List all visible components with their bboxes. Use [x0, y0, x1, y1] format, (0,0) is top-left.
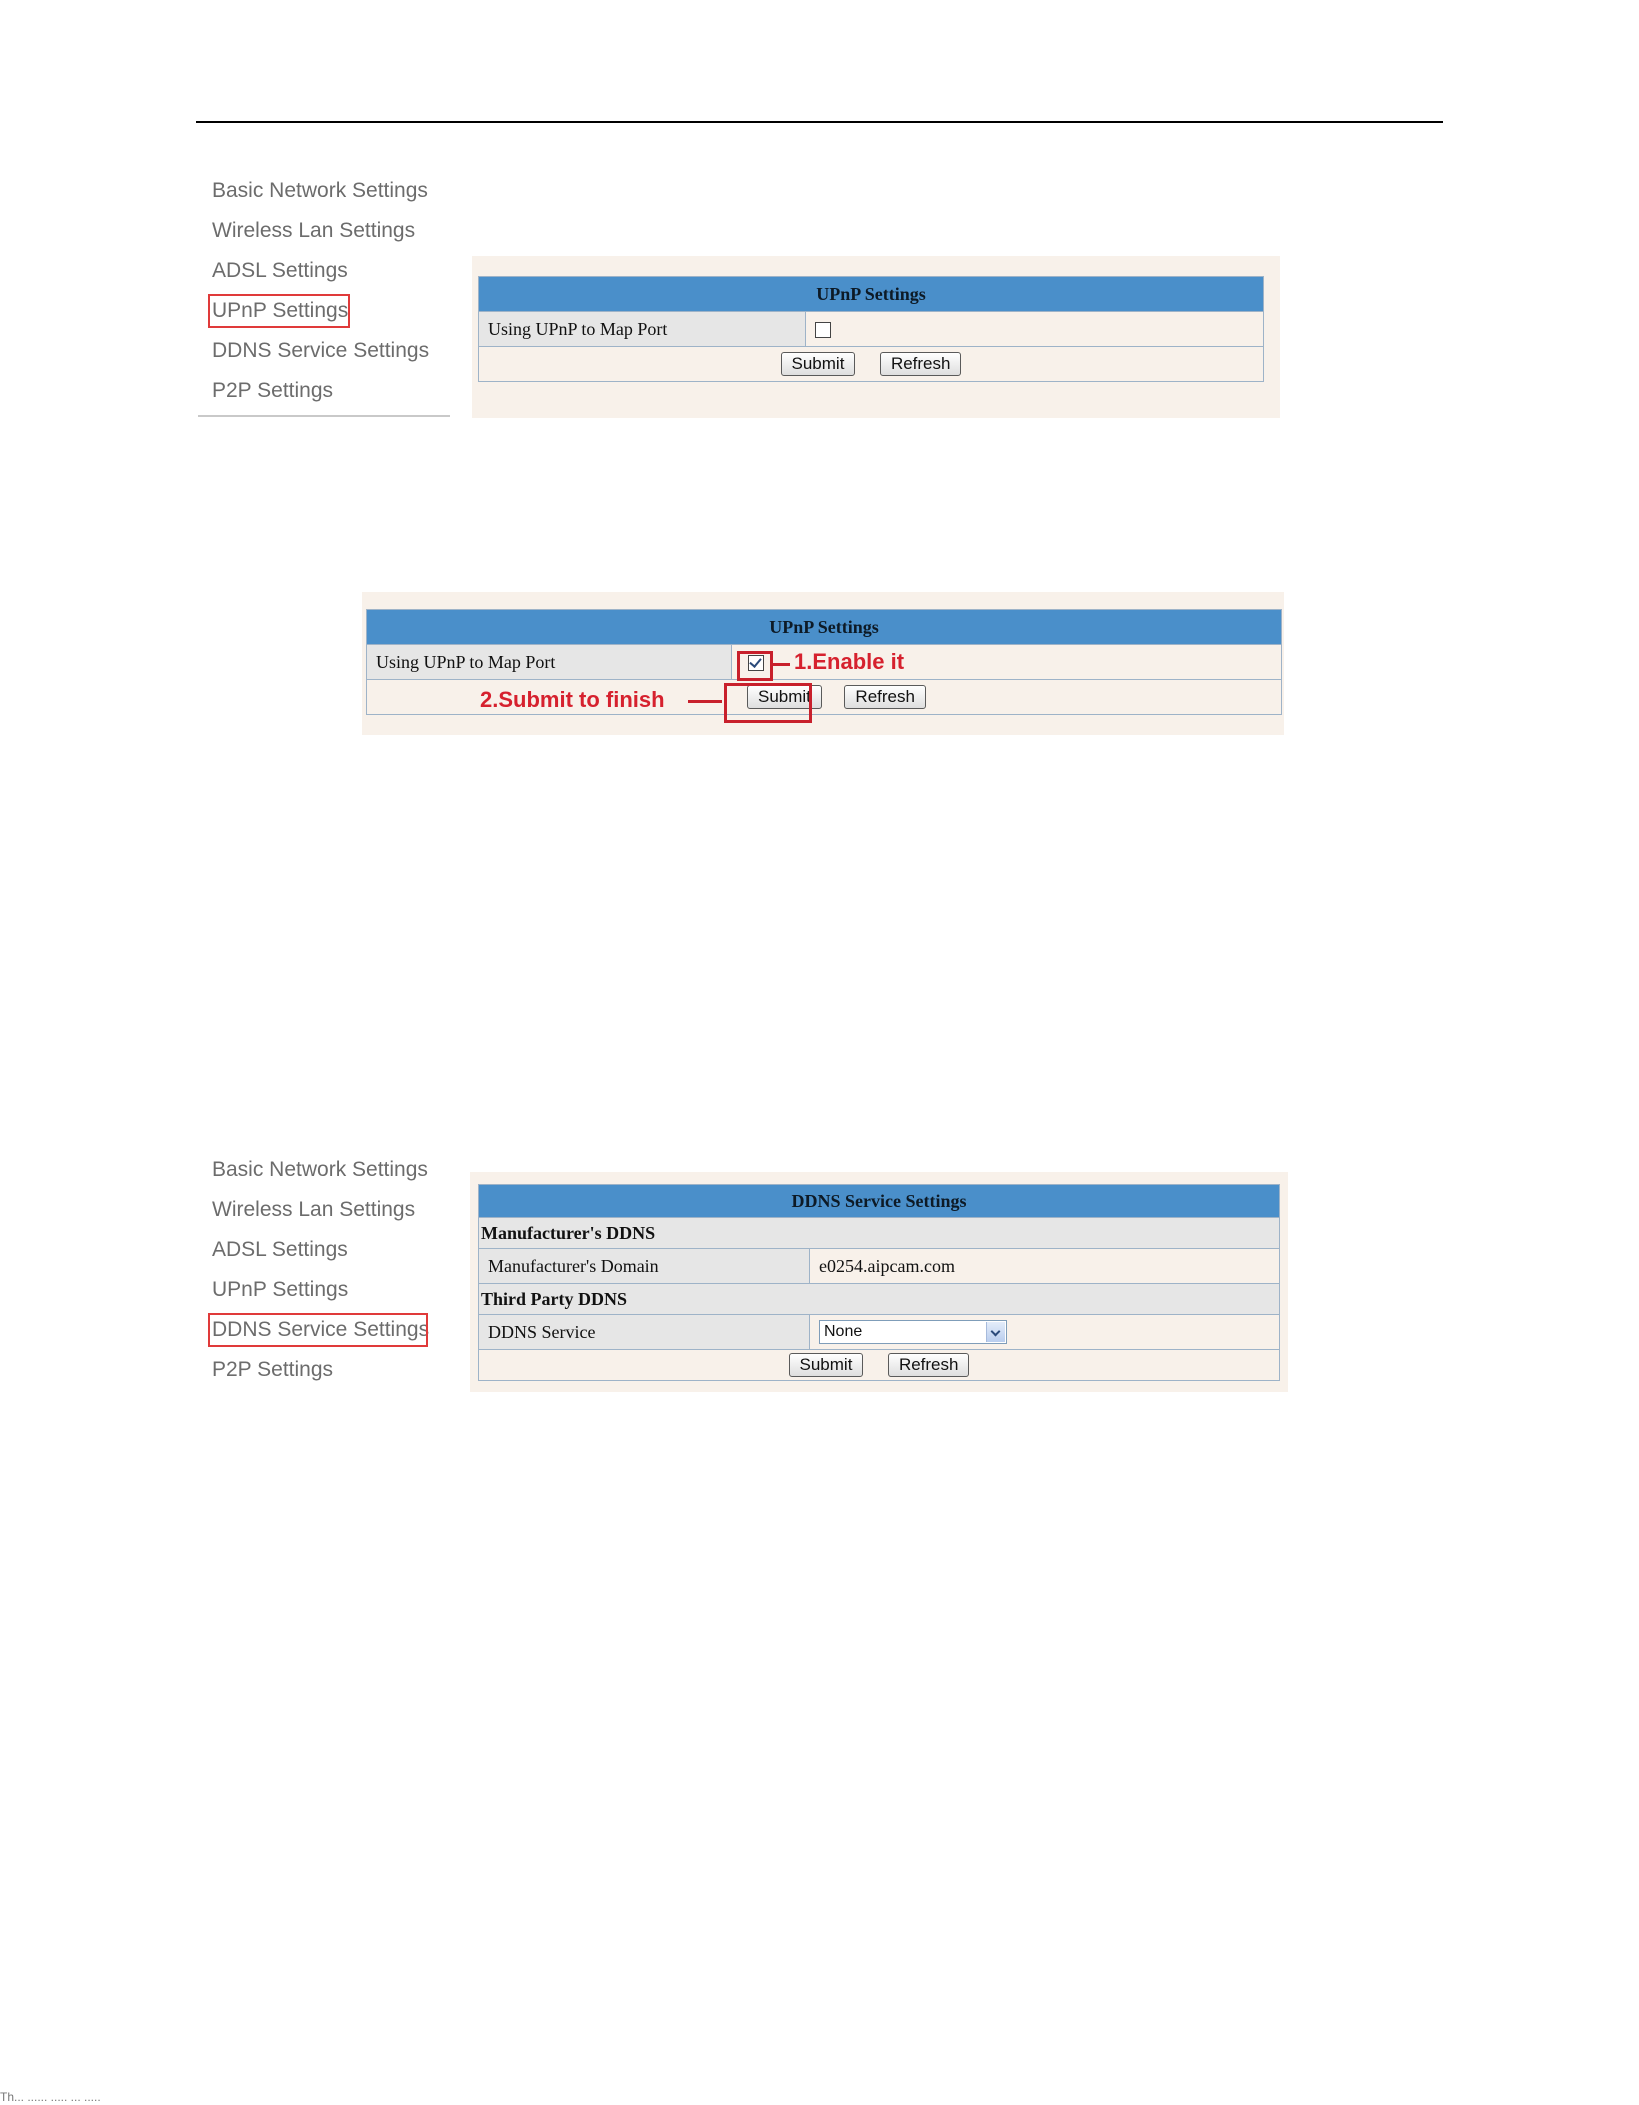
- nav-bottom-rule: [198, 415, 450, 417]
- nav-item-ddns[interactable]: DDNS Service Settings: [212, 339, 430, 362]
- network-settings-menu: [198, 171, 450, 417]
- network-settings-menu-ddns: [198, 1150, 450, 1390]
- nav-item-adsl[interactable]: ADSL Settings: [212, 259, 348, 282]
- nav-item-p2p[interactable]: P2P Settings: [212, 379, 334, 402]
- upnp-settings-table: [478, 276, 1264, 382]
- ddns-settings-panel: [470, 1172, 1288, 1392]
- enable-pointer-line: [772, 663, 790, 666]
- nav-item-wireless-lan[interactable]: Wireless Lan Settings: [212, 219, 416, 242]
- upnp-map-port-label: Using UPnP to Map Port: [479, 312, 806, 347]
- refresh-button[interactable]: Refresh: [880, 352, 962, 376]
- ddns-service-selected: None: [824, 1323, 863, 1340]
- panel-title: UPnP Settings: [367, 610, 1282, 645]
- upnp-settings-panel-annotated: [362, 592, 1284, 735]
- ddns-service-label: DDNS Service: [479, 1315, 810, 1350]
- nav-item-basic-network[interactable]: Basic Network Settings: [212, 179, 428, 202]
- ddns-settings-table: [478, 1184, 1280, 1381]
- nav-item-basic-network[interactable]: Basic Network Settings: [212, 1158, 428, 1181]
- nav-item-upnp[interactable]: UPnP Settings: [198, 291, 450, 331]
- nav-item-adsl[interactable]: ADSL Settings: [212, 1238, 348, 1261]
- submit-button[interactable]: Submit: [789, 1353, 864, 1377]
- manufacturer-domain-label: Manufacturer's Domain: [479, 1249, 810, 1284]
- manufacturer-ddns-heading: Manufacturer's DDNS: [479, 1218, 1280, 1249]
- submit-button-highlight: [724, 683, 812, 723]
- nav-item-p2p[interactable]: P2P Settings: [212, 1358, 334, 1381]
- footer-text-fragment: Th... ...... ..... ... .....: [0, 2090, 101, 2104]
- refresh-button[interactable]: Refresh: [844, 685, 926, 709]
- upnp-settings-panel: [472, 256, 1280, 418]
- nav-item-upnp[interactable]: UPnP Settings: [212, 1278, 349, 1301]
- manufacturer-domain-value: e0254.aipcam.com: [810, 1249, 1280, 1284]
- submit-button[interactable]: Submit: [747, 685, 822, 709]
- third-party-ddns-heading: Third Party DDNS: [479, 1284, 1280, 1315]
- submit-pointer-line: [688, 700, 722, 703]
- enable-checkbox-highlight: [737, 651, 773, 681]
- nav-item-ddns[interactable]: DDNS Service Settings: [198, 1310, 450, 1350]
- chevron-down-icon: [986, 1322, 1005, 1342]
- upnp-map-port-checkbox[interactable]: [815, 322, 831, 338]
- page-header-rule: [196, 121, 1443, 123]
- submit-button[interactable]: Submit: [781, 352, 856, 376]
- annotation-enable: 1.Enable it: [794, 649, 905, 674]
- refresh-button[interactable]: Refresh: [888, 1353, 970, 1377]
- annotation-submit: 2.Submit to finish: [480, 687, 665, 712]
- panel-title: DDNS Service Settings: [479, 1185, 1280, 1218]
- panel-title: UPnP Settings: [479, 277, 1264, 312]
- nav-item-wireless-lan[interactable]: Wireless Lan Settings: [212, 1198, 416, 1221]
- ddns-service-select[interactable]: [819, 1320, 1007, 1344]
- upnp-map-port-label: Using UPnP to Map Port: [367, 645, 732, 680]
